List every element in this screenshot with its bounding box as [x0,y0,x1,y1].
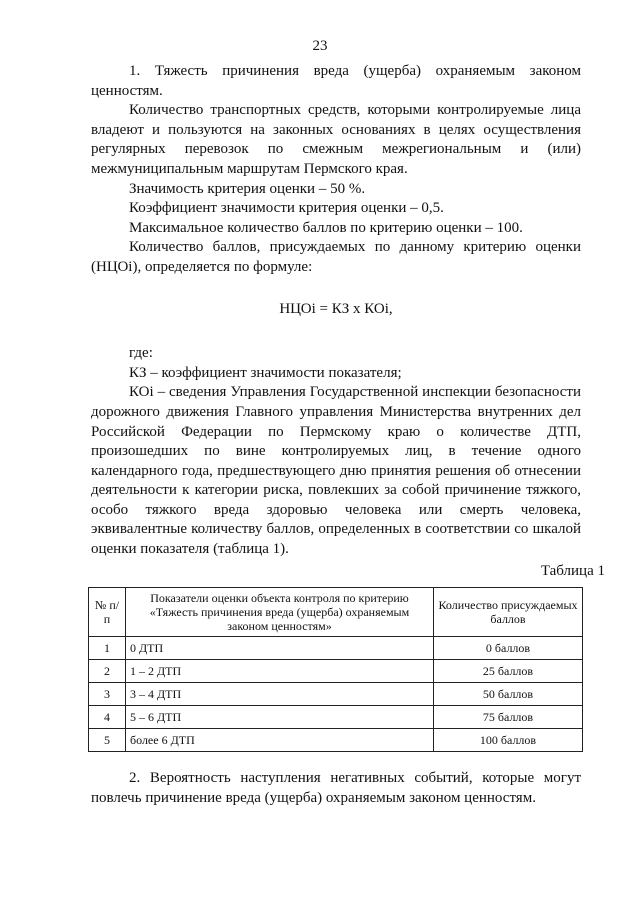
table-caption: Таблица 1 [540,563,605,579]
formula: НЦОi = КЗ х КОi, [279,300,393,317]
table-row [89,729,583,752]
paragraph-significance: Значимость критерия оценки – 50 %. [129,180,366,197]
row-criterion: более 6 ДТП [126,729,434,752]
table-header-row [89,588,583,637]
row-criterion: 5 – 6 ДТП [126,706,434,729]
row-number: 5 [89,729,126,752]
row-criterion: 0 ДТП [126,637,434,660]
row-number: 4 [89,706,126,729]
score-table [88,587,583,752]
row-score: 25 баллов [434,660,583,683]
row-score: 75 баллов [434,706,583,729]
section-1-heading: 1. Тяжесть причинения вреда (ущерба) охраняемым законом ценностям. [91,63,581,99]
definition-koi: КОi – сведения Управления Государственной инспекции безопасности дорожного движения Главного управления Министерства внутренних дел Российской Федерации по Пермскому краю о количестве ДТП, произошедших по вине контролируемых лиц, в течение одного календарного года, предшествующего дню принятия решения об отнесении деятельности к категории риска, повлекших за собой причинение тяжкого, особо тяжкого вреда здоровью человека или смерть человека, эквивалентные количеству баллов, определенных в соответствии со шкалой оценки показателя (таблица 1). [91,384,581,558]
row-score: 100 баллов [434,729,583,752]
paragraph-coefficient: Коэффициент значимости критерия оценки – 0,5. [129,200,444,217]
paragraph-formula-intro: Количество баллов, присуждаемых по данному критерию оценки (НЦОi), определяется по формуле: [91,239,581,275]
row-score: 0 баллов [434,637,583,660]
table-row [89,637,583,660]
section-2 [91,769,581,808]
header-number: № п/п [89,588,126,637]
paragraph-max-score: Максимальное количество баллов по критерию оценки – 100. [129,219,523,236]
paragraph-vehicles: Количество транспортных средств, которыми контролируемые лица владеют и пользуются на законных основаниях в целях осуществления регулярных перевозок по смежным межрегиональным и (или) межмуниципальным маршрутам Пермского края. [91,102,581,177]
definition-kz: КЗ – коэффициент значимости показателя; [129,364,402,381]
row-criterion: 3 – 4 ДТП [126,683,434,706]
section-2-heading: 2. Вероятность наступления негативных событий, которые могут повлечь причинение вреда (ущерба) охраняемым законом ценностям. [91,770,581,806]
row-criterion: 1 – 2 ДТП [126,660,434,683]
row-number: 1 [89,637,126,660]
table-row [89,706,583,729]
row-number: 2 [89,660,126,683]
page-number: 23 [312,38,328,54]
row-number: 3 [89,683,126,706]
table-row [89,683,583,706]
table-row [89,660,583,683]
header-score: Количество присуждаемых баллов [434,588,583,637]
header-criterion: Показатели оценки объекта контроля по критерию «Тяжесть причинения вреда (ущерба) охраняемым законом ценностям» [126,588,434,637]
document-body [91,62,581,560]
where-label: где: [129,345,153,362]
row-score: 50 баллов [434,683,583,706]
